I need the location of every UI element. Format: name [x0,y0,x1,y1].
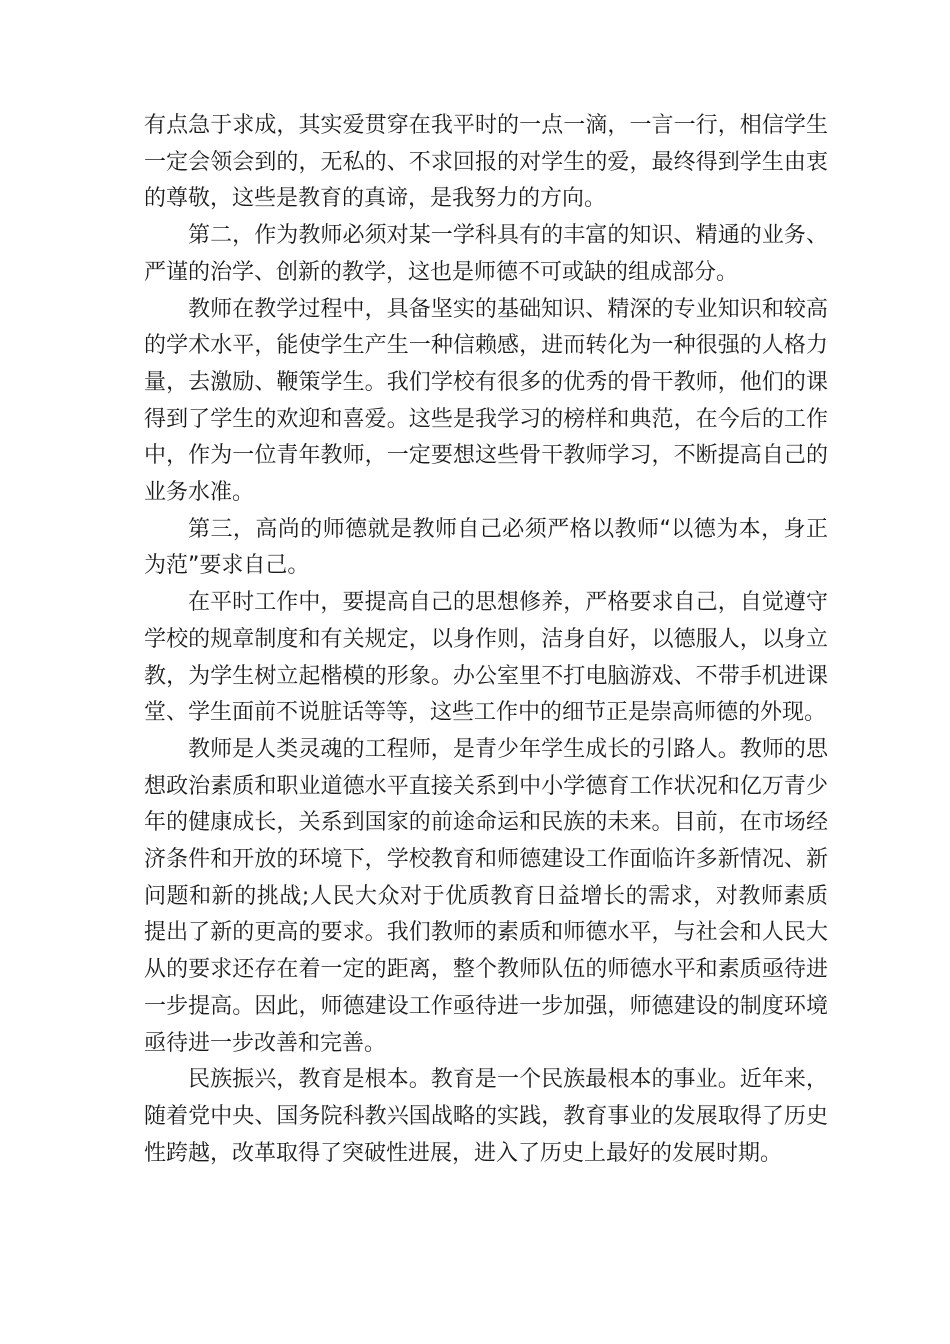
paragraph-point-two: 第二，作为教师必须对某一学科具有的丰富的知识、精通的业务、严谨的治学、创新的教学，这也是师德不可或缺的组成部分。 [144,223,828,285]
paragraph-teacher-knowledge: 教师在教学过程中，具备坚实的基础知识、精深的专业知识和较高的学术水平，能使学生产生一种信赖感，进而转化为一种很强的人格力量，去激励、鞭策学生。我们学校有很多的优秀的骨干教师，他们的课得到了学生的欢迎和喜爱。这些是我学习的榜样和典范，在今后的工作中，作为一位青年教师，一定要想这些骨干教师学习，不断提高自己的业务水准。 [144,296,828,506]
paragraph-point-three: 第三，高尚的师德就是教师自己必须严格以教师“以德为本，身正为范”要求自己。 [144,516,828,579]
document-body [144,108,828,1172]
paragraph-daily-work: 在平时工作中，要提高自己的思想修养，严格要求自己，自觉遵守学校的规章制度和有关规定，以身作则，洁身自好，以德服人，以身立教，为学生树立起楷模的形象。办公室里不打电脑游戏、不带手机进课堂、学生面前不说脏话等等，这些工作中的细节正是崇高师德的外现。 [144,590,828,726]
paragraph-continuation: 有点急于求成，其实爱贯穿在我平时的一点一滴，一言一行，相信学生一定会领会到的，无私的、不求回报的对学生的爱，最终得到学生由衷的尊敬，这些是教育的真谛，是我努力的方向。 [144,113,828,212]
paragraph-teacher-role: 教师是人类灵魂的工程师，是青少年学生成长的引路人。教师的思想政治素质和职业道德水平直接关系到中小学德育工作状况和亿万青少年的健康成长，关系到国家的前途命运和民族的未来。目前，在市场经济条件和开放的环境下，学校教育和师德建设工作面临许多新情况、新问题和新的挑战;人民大众对于优质教育日益增长的需求，对教师素质提出了新的更高的要求。我们教师的素质和师德水平，与社会和人民大从的要求还存在着一定的距离，整个教师队伍的师德水平和素质亟待进一步提高。因此，师德建设工作亟待进一步加强，师德建设的制度环境亟待进一步改善和完善。 [144,736,828,1056]
paragraph-national-rejuvenation: 民族振兴，教育是根本。教育是一个民族最根本的事业。近年来，随着党中央、国务院科教兴国战略的实践，教育事业的发展取得了历史性跨越，改革取得了突破性进展，进入了历史上最好的发展时期。 [144,1067,828,1166]
